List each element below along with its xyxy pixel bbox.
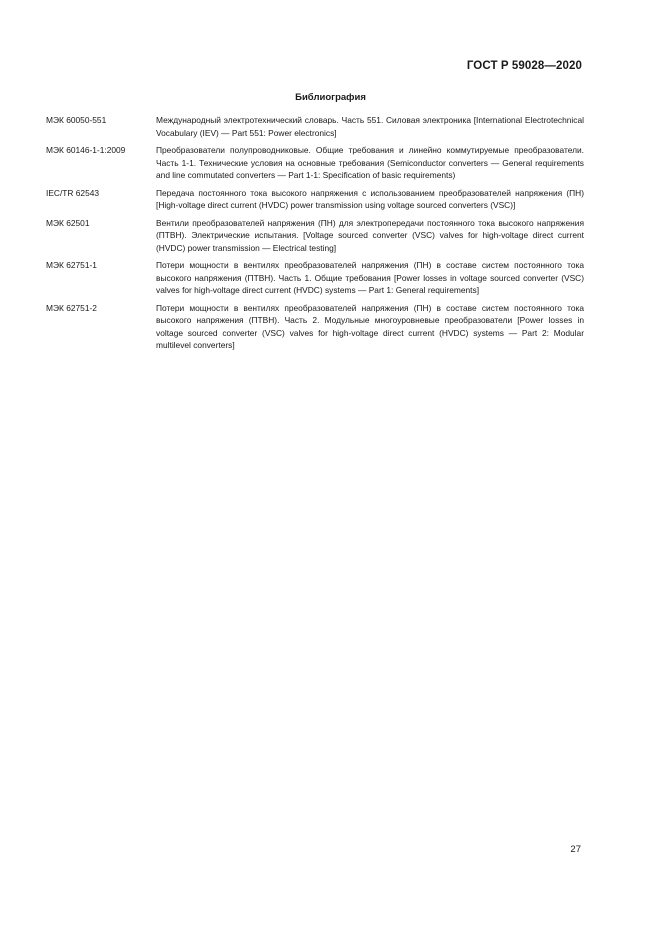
- bibliography-entry-code: МЭК 60146-1-1:2009: [46, 145, 126, 155]
- bibliography-entry-text: Вентили преобразователей напряжения (ПН) для электропередачи постоянного тока высокого напряжения (ПТВН). Электрические испытания. [Voltage sourced converter (VSC) valves for high-voltage direct current (HVDC) power transmission — Electrical testing]: [156, 217, 584, 253]
- bibliography-entry-text: Международный электротехнический словарь. Часть 551. Силовая электроника [International Electrotechnical Vocabulary (IEV) — Part 551: Power electronics]: [156, 115, 584, 138]
- bibliography-entry: [46, 144, 584, 182]
- bibliography-entry: [46, 259, 584, 297]
- standard-code-header: ГОСТ Р 59028—2020: [466, 60, 582, 72]
- bibliography-entry-text: Преобразователи полупроводниковые. Общие требования и линейно коммутируемые преобразователи. Часть 1-1. Технические условия на основные требования (Semiconductor converters — General requirements and line commutated converters — Part 1-1: Specification of basic requirements): [156, 145, 584, 180]
- bibliography-entry-text: Потери мощности в вентилях преобразователей напряжения (ПН) в составе систем постоянного тока высокого напряжения (ПТВН). Часть 2. Модульные многоуровневые преобразователи [Power losses in voltage sourced converter (VSC) valves for high-voltage direct current (HVDC) systems — Part 2: Modular multilevel converters]: [156, 302, 584, 350]
- bibliography-entry-code: IEC/TR 62543: [46, 187, 100, 198]
- bibliography-entry: [46, 302, 584, 352]
- bibliography-entry: [46, 217, 584, 255]
- bibliography-entry-code: МЭК 62501: [46, 217, 90, 228]
- bibliography-title: Библиография: [295, 92, 366, 103]
- bibliography-entry: [46, 114, 584, 139]
- bibliography-entry-code: МЭК 62751-1: [46, 260, 97, 270]
- bibliography-list: [46, 114, 584, 357]
- bibliography-entry-code: МЭК 62751-2: [46, 302, 97, 313]
- bibliography-entry-code: МЭК 60050-551: [46, 115, 107, 125]
- bibliography-entry-text: Потери мощности в вентилях преобразователей напряжения (ПН) в составе систем постоянного тока высокого напряжения (ПТВН). Часть 1. Общие требования [Power losses in voltage sourced converter (VSC) valves for high-voltage direct current (HVDC) systems — Part 1: General requirements]: [156, 260, 584, 295]
- bibliography-entry-text: Передача постоянного тока высокого напряжения с использованием преобразователей напряжения (ПН) [High-voltage direct current (HVDC) power transmission using voltage sourced converters (VSC)]: [156, 187, 584, 210]
- bibliography-entry: [46, 187, 584, 212]
- page-number: 27: [570, 844, 581, 855]
